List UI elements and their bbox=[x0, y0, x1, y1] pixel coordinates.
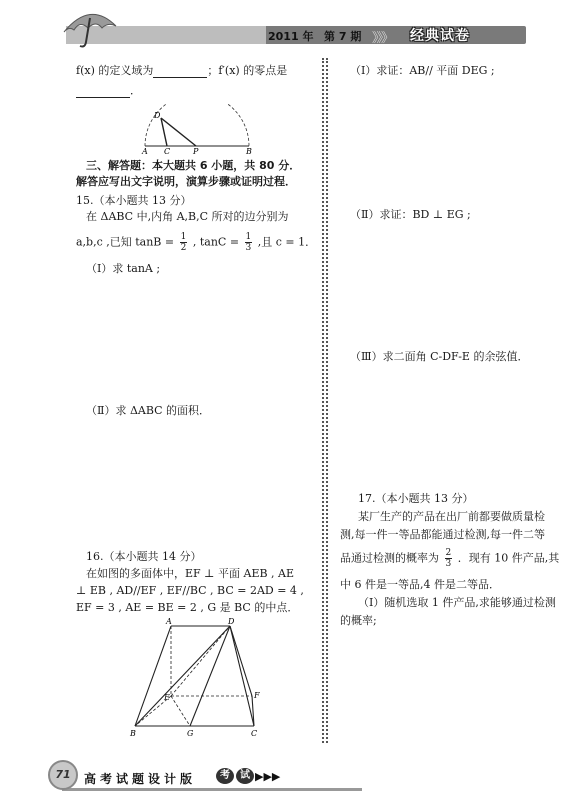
footer-tag-1: 考 bbox=[216, 768, 234, 784]
umbrella-icon bbox=[60, 6, 120, 50]
q17-line1: 某厂生产的产品在出厂前都要做质量检 bbox=[358, 510, 545, 523]
fig2-label-g: G bbox=[187, 729, 194, 738]
fig2-label-b: B bbox=[130, 729, 136, 738]
fig1-label-b: B bbox=[246, 147, 252, 154]
q15-text-c: ,且 c = 1． bbox=[257, 235, 317, 249]
q14-line2 bbox=[76, 84, 141, 98]
fig2-label-d: D bbox=[228, 618, 235, 626]
section-title: 三、解答题：本大题共 6 小题，共 80 分． bbox=[86, 159, 301, 172]
q16-part3: （Ⅲ）求二面角 C-DF-E 的余弦值． bbox=[350, 350, 529, 363]
fraction-2 bbox=[245, 232, 253, 253]
fraction-1-den: 2 bbox=[180, 243, 187, 253]
footer-line bbox=[62, 788, 362, 791]
fraction-2-den: 3 bbox=[245, 243, 252, 253]
footer-tag-2: 试 bbox=[236, 768, 254, 784]
page-number: 71 bbox=[48, 760, 78, 790]
q15-text-b: , tanC = bbox=[192, 235, 240, 249]
fig1-label-d: D bbox=[154, 111, 161, 120]
header-year: 2011 年 bbox=[268, 30, 314, 43]
fig2-label-e: E bbox=[164, 693, 170, 702]
answer-blank-2 bbox=[76, 87, 130, 98]
q14-text-b: ；f′(x) 的零点是 bbox=[207, 64, 288, 77]
q17-part1a: （Ⅰ）随机选取 1 件产品,求能够通过检测 bbox=[358, 596, 556, 609]
q15-part1: （Ⅰ）求 tanA ; bbox=[86, 262, 161, 275]
fig2-label-a: A bbox=[166, 618, 172, 626]
q14-text-a: f(x) 的定义域为 bbox=[76, 64, 154, 77]
column-divider bbox=[322, 58, 324, 743]
semicircle-figure bbox=[140, 104, 260, 154]
q14-line1 bbox=[76, 64, 287, 78]
q16-part1: （Ⅰ）求证：AB// 平面 DEG ; bbox=[350, 64, 495, 77]
q17-heading: 17.（本小题共 13 分） bbox=[358, 492, 474, 505]
fig1-label-a: A bbox=[142, 147, 148, 154]
column-divider-2 bbox=[326, 58, 328, 743]
footer-arrows: ▶▶▶ bbox=[255, 770, 281, 783]
fraction-3-num: 2 bbox=[445, 548, 452, 558]
fig1-label-p: P bbox=[193, 147, 199, 154]
answer-blank-1 bbox=[153, 67, 207, 78]
fig2-label-c: C bbox=[251, 729, 258, 738]
q17-line3 bbox=[340, 548, 559, 569]
fraction-1 bbox=[180, 232, 188, 253]
q16-line2: ⊥ EB , AD//EF , EF//BC , BC = 2AD = 4 , bbox=[76, 584, 304, 597]
q17-part1b: 的概率; bbox=[340, 614, 377, 627]
fraction-3 bbox=[445, 548, 453, 569]
q15-text-a: a,b,c ,已知 tanB = bbox=[76, 235, 175, 249]
fig2-label-f: F bbox=[254, 691, 260, 700]
q17-line2: 测,每一件一等品都能通过检测,每一件二等 bbox=[340, 528, 545, 541]
q15-line1: 在 ΔABC 中,内角 A,B,C 所对的边分别为 bbox=[86, 210, 289, 223]
q16-line1: 在如图的多面体中，EF ⊥ 平面 AEB , AE bbox=[86, 567, 295, 580]
q16-part2: （Ⅱ）求证：BD ⊥ EG ; bbox=[350, 208, 471, 221]
fraction-3-den: 3 bbox=[445, 559, 452, 569]
q15-line2 bbox=[76, 232, 316, 253]
header-issue: 第 7 期 bbox=[324, 30, 362, 43]
q17-line4: 中 6 件是一等品,4 件是二等品． bbox=[340, 578, 500, 591]
q17-text-a: 品通过检测的概率为 bbox=[340, 551, 439, 565]
header-arrows: 》》》 bbox=[372, 31, 393, 46]
header-brand: 经典试卷 bbox=[410, 28, 470, 44]
fraction-2-num: 1 bbox=[245, 232, 252, 242]
q16-heading: 16.（本小题共 14 分） bbox=[86, 550, 202, 563]
q16-line3: EF = 3 , AE = BE = 2 , G 是 BC 的中点． bbox=[76, 601, 299, 614]
section-subtitle: 解答应写出文字说明，演算步骤或证明过程． bbox=[76, 175, 296, 188]
q17-text-b: ．现有 10 件产品,其 bbox=[457, 551, 560, 565]
q14-text-end: ． bbox=[130, 84, 141, 97]
q15-part2: （Ⅱ）求 ΔABC 的面积． bbox=[86, 404, 211, 417]
fig1-label-c: C bbox=[164, 147, 171, 154]
polyhedron-figure bbox=[124, 618, 274, 742]
footer-title: 高考试题设计版 bbox=[84, 772, 197, 786]
fraction-1-num: 1 bbox=[180, 232, 187, 242]
q15-heading: 15.（本小题共 13 分） bbox=[76, 194, 192, 207]
